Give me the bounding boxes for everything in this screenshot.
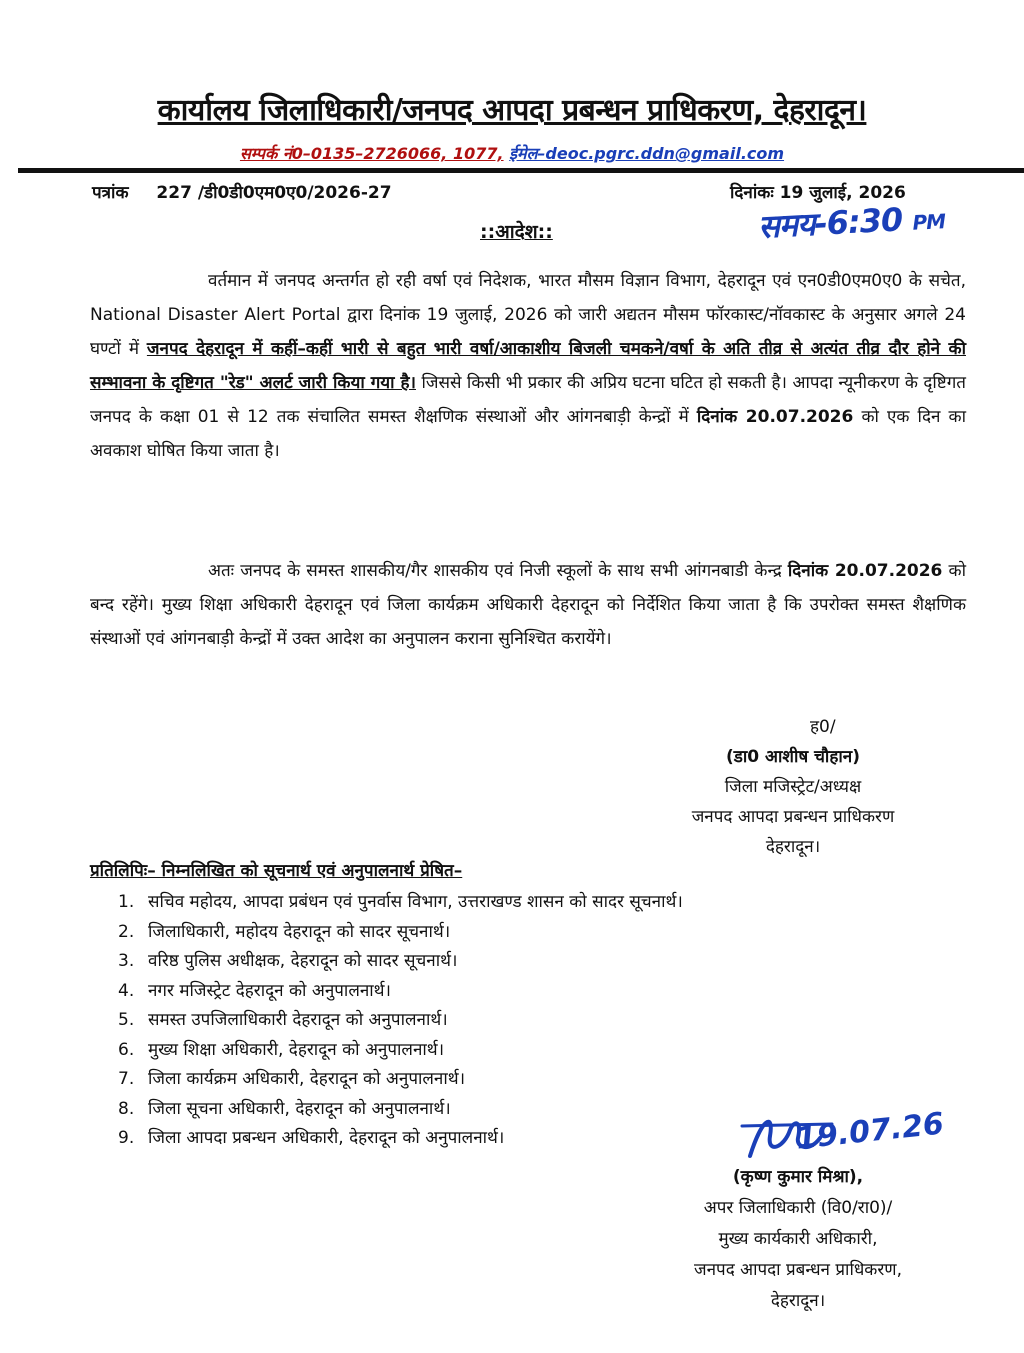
para2-part2: को बन्द रहेंगे। मुख्य शिक्षा अधिकारी देहरादून एवं जिला कार्यक्रम अधिकारी देहरादून को निर्देशित किया जाता है कि उपरोक्त समस्त शैक्षणिक संस्थाओं एवं आंगनबाड़ी केन्द्रों में उक्त आदेश का अनुपालन कराना सुनिश्चित करायेंगे। <box>90 561 966 649</box>
signatory-designation: मुख्य कार्यकारी अधिकारी, <box>718 1229 878 1249</box>
order-paragraph-2 <box>90 554 966 656</box>
holiday-date: दिनांक 20.07.2026 <box>696 407 854 427</box>
signatory-designation: जिला मजिस्ट्रेट/अध्यक्ष <box>724 777 862 797</box>
reference-label: पत्रांक <box>92 183 129 203</box>
signatory-additional-dm <box>642 1162 954 1317</box>
list-item: 1. सचिव महोदय, आपदा प्रबंधन एवं पुनर्वास विभाग, उत्तराखण्ड शासन को सादर सूचनार्थ। <box>118 892 683 912</box>
contact-numbers: सम्पर्क नं0–0135–2726066, 1077, <box>239 144 504 163</box>
red-alert-highlight: जनपद देहरादून में कहीं–कहीं भारी से बहुत भारी वर्षा/आकाशीय बिजली चमकने/वर्षा के अति तीव्र से अत्यंत तीव्र दौर होने की सम्भावना के दृष्टिगत "रेड" अलर्ट जारी किया गया है। <box>90 339 966 393</box>
handwritten-date: 19.07.26 <box>794 1106 946 1157</box>
signatory-name: (कृष्ण कुमार मिश्रा), <box>732 1167 864 1187</box>
time-note-suffix: PM <box>911 209 946 235</box>
time-note-text: समय-6:30 <box>757 200 904 246</box>
list-item: 9. जिला आपदा प्रबन्धन अधिकारी, देहरादून को अनुपालनार्थ। <box>118 1128 505 1148</box>
signature-mark: ह0/ <box>810 717 836 737</box>
signatory-organization: जनपद आपदा प्रबन्धन प्राधिकरण <box>691 807 895 827</box>
list-item: 7. जिला कार्यक्रम अधिकारी, देहरादून को अनुपालनार्थ। <box>118 1069 466 1089</box>
para2-part1: अतः जनपद के समस्त शासकीय/गैर शासकीय एवं निजी स्कूलों के साथ सभी आंगनबाडी केन्द्र <box>208 561 788 581</box>
email-link[interactable]: ईमेल–deoc.pgrc.ddn@gmail.com <box>509 144 785 163</box>
closure-date: दिनांक 20.07.2026 <box>787 561 943 581</box>
contact-line <box>0 142 1024 164</box>
signatory-name: (डा0 आशीष चौहान) <box>726 747 860 767</box>
reference-number <box>92 180 392 203</box>
office-title: कार्यालय जिलाधिकारी/जनपद आपदा प्रबन्धन प्राधिकरण, देहरादून। <box>157 93 867 128</box>
signatory-designation: अपर जिलाधिकारी (वि0/रा0)/ <box>703 1198 893 1218</box>
para1-part2: जिससे किसी भी प्रकार की अप्रिय घटना घटित हो सकती है। आपदा न्यूनीकरण के दृष्टिगत जनपद के कक्षा 01 से 12 तक संचालित समस्त शैक्षणिक संस्थाओं और आंगनबाड़ी केन्द्रों में <box>90 373 966 427</box>
signatory-place: देहरादून। <box>770 1291 826 1311</box>
signatory-place: देहरादून। <box>765 837 821 857</box>
list-item: 3. वरिष्ठ पुलिस अधीक्षक, देहरादून को सादर सूचनार्थ। <box>118 951 458 971</box>
handwritten-time-note <box>757 195 946 248</box>
copy-to-heading: प्रतिलिपिः– निम्नलिखित को सूचनार्थ एवं अनुपालनार्थ प्रेषित– <box>90 861 463 881</box>
reference-value: 227 /डी0डी0एम0ए0/2026-27 <box>156 183 392 203</box>
list-item: 6. मुख्य शिक्षा अधिकारी, देहरादून को अनुपालनार्थ। <box>118 1039 445 1060</box>
issue-date: दिनांकः 19 जुलाई, 2026 <box>730 183 906 203</box>
para1-part3: को एक दिन का अवकाश घोषित किया जाता है। <box>90 407 966 461</box>
order-heading: ::आदेश:: <box>480 221 553 243</box>
signatory-organization: जनपद आपदा प्रबन्धन प्राधिकरण, <box>693 1260 903 1280</box>
list-item: 4. नगर मजिस्ट्रेट देहरादून को अनुपालनार्थ। <box>118 980 391 1001</box>
order-paragraph-1 <box>90 264 966 468</box>
para1-part1: वर्तमान में जनपद अन्तर्गत हो रही वर्षा एवं निदेशक, भारत मौसम विज्ञान विभाग, देहरादून एवं एन0डी0एम0ए0 के सचेत, National Disaster Alert Portal द्वारा दिनांक 19 जुलाई, 2026 को जारी अद्यतन मौसम फॉरकास्ट/नॉवकास्ट के अनुसार अगले 24 घण्टों में <box>90 271 966 359</box>
header-divider <box>18 168 1024 173</box>
list-item: 2. जिलाधिकारी, महोदय देहरादून को सादर सूचनार्थ। <box>118 921 451 942</box>
list-item: 5. समस्त उपजिलाधिकारी देहरादून को अनुपालनार्थ। <box>118 1010 448 1030</box>
signatory-district-magistrate <box>620 712 966 862</box>
list-item: 8. जिला सूचना अधिकारी, देहरादून को अनुपालनार्थ। <box>118 1098 451 1119</box>
copy-to-list <box>118 888 683 1154</box>
